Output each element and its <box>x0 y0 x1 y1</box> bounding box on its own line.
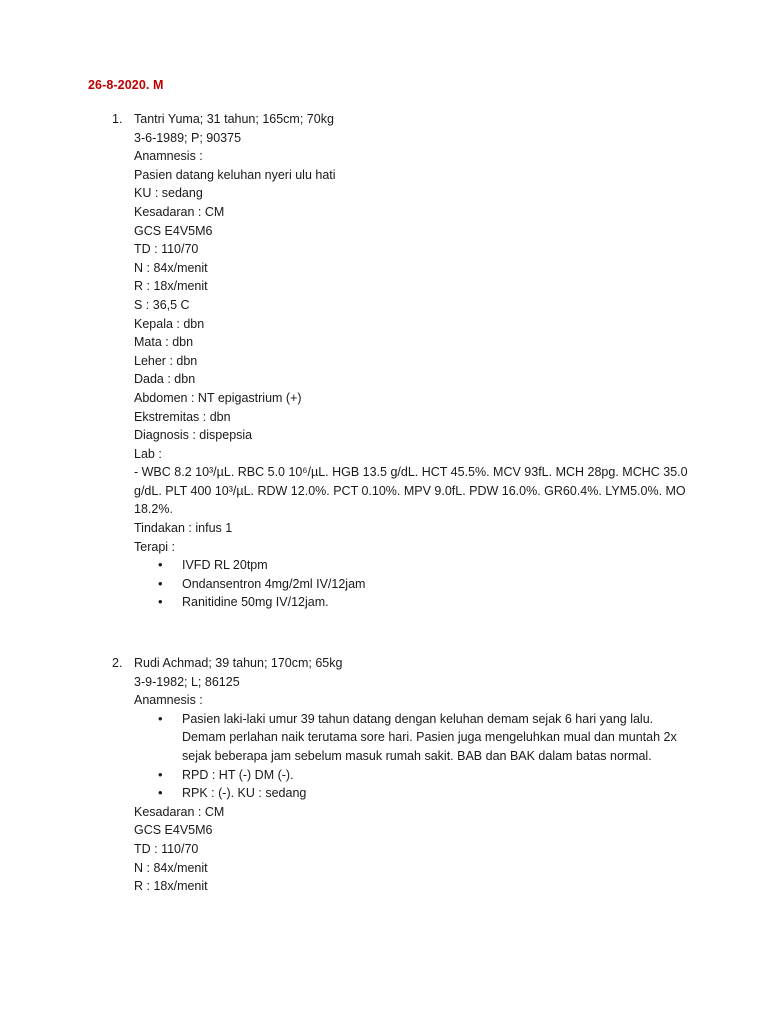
list-item <box>182 556 698 575</box>
mata-1: Mata : dbn <box>134 335 194 350</box>
ku-1: KU : sedang <box>134 186 203 201</box>
anamnesis-text-1: Pasien datang keluhan nyeri ulu hati <box>134 167 336 182</box>
anamnesis-item-text: • RPD : HT (-) DM (-). <box>182 767 294 782</box>
nadi-1: N : 84x/menit <box>134 260 208 275</box>
lab-label-1: Lab : <box>134 446 162 461</box>
kesadaran-1: Kesadaran : CM <box>134 204 225 219</box>
document-date-heading: 26-8-2020. M <box>88 78 164 92</box>
gcs-1: GCS E4V5M6 <box>134 223 213 238</box>
td-2: TD : 110/70 <box>134 841 199 856</box>
list-item <box>182 593 698 612</box>
tindakan-1: Tindakan : infus 1 <box>134 521 233 536</box>
case-number-1: 1. <box>112 112 123 126</box>
terapi-label-1: Terapi : <box>134 539 175 554</box>
anamnesis-label-2: Anamnesis : <box>134 693 203 708</box>
abdomen-1: Abdomen : NT epigastrium (+) <box>134 390 302 405</box>
lab-results-1: - WBC 8.2 10³/µL. RBC 5.0 10⁶/µL. HGB 13.5 g/dL. HCT 45.5%. MCV 93fL. MCH 28pg. MCHC 35.0 g/dL. PLT 400 10³/µL. RDW 12.0%. PCT 0.10%. MPV 9.0fL. PDW 16.0%. GR60.4%. LYM5.0%. MO 18.2%. <box>134 465 688 517</box>
terapi-item-text: • Ranitidine 50mg IV/12jam. <box>182 595 329 610</box>
patient-record-2: 3-9-1982; L; 86125 <box>134 674 240 689</box>
td-1: TD : 110/70 <box>134 242 199 257</box>
list-item <box>182 784 698 803</box>
patient-identity-1: Tantri Yuma; 31 tahun; 165cm; 70kg <box>134 112 334 126</box>
list-item <box>182 766 698 785</box>
diagnosis-1: Diagnosis : dispepsia <box>134 428 253 443</box>
kesadaran-2: Kesadaran : CM <box>134 804 225 819</box>
anamnesis-item-text: • RPK : (-). KU : sedang <box>182 786 307 801</box>
list-item <box>182 575 698 594</box>
anamnesis-label-1: Anamnesis : <box>134 149 203 164</box>
terapi-item-text: • Ondansentron 4mg/2ml IV/12jam <box>182 576 366 591</box>
anamnesis-item-text: • Pasien laki-laki umur 39 tahun datang dengan keluhan demam sejak 6 hari yang lalu. Demam perlahan naik terutama sore hari. Pasien juga mengeluhkan mual dan muntah 2x sejak beberapa jam sebelum masuk rumah sakit. BAB dan BAK dalam batas normal. <box>182 711 677 763</box>
case-entry-2 <box>88 654 698 896</box>
case-number-2: 2. <box>112 656 123 671</box>
gcs-2: GCS E4V5M6 <box>134 823 213 838</box>
case-entry-1 <box>88 110 698 612</box>
patient-record-1: 3-6-1989; P; 90375 <box>134 130 242 145</box>
patient-identity-2: Rudi Achmad; 39 tahun; 170cm; 65kg <box>134 656 343 671</box>
respirasi-2: R : 18x/menit <box>134 879 208 894</box>
ekstremitas-1: Ekstremitas : dbn <box>134 409 231 424</box>
list-item <box>182 710 698 766</box>
nadi-2: N : 84x/menit <box>134 860 208 875</box>
terapi-item-text: • IVFD RL 20tpm <box>182 558 268 573</box>
terapi-list-1 <box>134 556 698 612</box>
leher-1: Leher : dbn <box>134 353 198 368</box>
anamnesis-list-2 <box>134 710 698 803</box>
suhu-1: S : 36,5 C <box>134 297 190 312</box>
dada-1: Dada : dbn <box>134 372 196 387</box>
kepala-1: Kepala : dbn <box>134 316 205 331</box>
respirasi-1: R : 18x/menit <box>134 279 208 294</box>
